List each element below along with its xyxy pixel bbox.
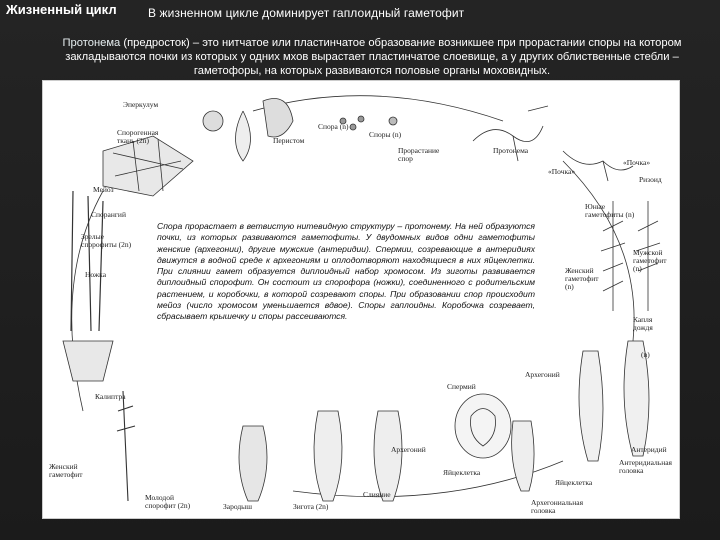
label-ploidy-n: (n) (641, 350, 650, 359)
calyptra-drawing (117, 391, 135, 501)
cycle-arrow-right (563, 161, 634, 341)
label-antheridial-head: Антеридиальная головка (619, 458, 672, 475)
label-female-gametophyte-2: Женский гаметофит (49, 462, 83, 479)
label-embryo: Зародыш (223, 502, 253, 511)
slide-subtitle: В жизненном цикле доминирует гаплоидный гаметофит (148, 6, 465, 20)
label-rain-drop: Капля дождя (633, 315, 653, 332)
label-bud: «Почка» (548, 167, 576, 176)
description-text: (предросток) – это нитчатое или пластинчатое образование возникшее при прорастании споры на котором закладываются почки из которых у одних мхов вырастает пластинчатое слоевище, а у других облиственные стебли – гаметофоры, на которых развиваются половые органы моховидных. (65, 37, 682, 77)
label-sperm: Спермий (447, 382, 476, 391)
label-germinating: Прорастание спор (398, 146, 440, 163)
young-sporophyte-drawing (239, 426, 267, 501)
label-zygote: Зигота (2n) (293, 502, 329, 511)
label-female-gametophyte: Женский гаметофит (n) (565, 266, 599, 291)
zygote-drawing (374, 411, 402, 501)
slide-title: Жизненный цикл (6, 2, 117, 17)
sperm-drawing (455, 394, 511, 458)
embryo-drawing (314, 411, 342, 501)
label-archegonial-head: Архегониальная головка (531, 498, 584, 515)
label-archegonium-2: Архегоний (525, 370, 560, 379)
operculum-drawing (203, 111, 223, 131)
figure-caption: Спора прорастает в ветвистую нитевидную структуру – протонему. На ней образуются почки, из которых развиваются гаметофиты. У двудомных видов одни гаметофиты женские (архегонии), другие мужские (антеридии). Спермии, созревающие в антеридиях движутся в водной среде к архегониям и оплодотворяют находящиеся в них яйцеклетки. При слиянии гамет образуется диплоидный набор хромосом. Из зиготы развивается диплоидный спорофит. Он состоит из спорофора (ножки), соединенного с родительским растением, и коробочки, в которой созревают споры. При образовании спор происходит мейоз (число хромосом уменьшается вдвое). Споры гаплоидны. Коробочка созревает, сбрасывает крышечку и споры рассеиваются. (157, 221, 535, 322)
label-young-sporophyte: Молодой спорофит (2n) (145, 493, 191, 510)
label-meiosis: Мейоз (93, 185, 114, 194)
label-fertilization: Слияние (363, 490, 391, 499)
description (30, 36, 714, 78)
label-calyptra: Калиптра (95, 392, 126, 401)
label-archegonium: Архегоний (391, 445, 426, 454)
label-male-gametophyte: Мужской гаметофит (n) (633, 248, 667, 273)
description-term: Протонема (62, 37, 121, 49)
capsule-drawing (103, 136, 193, 196)
label-stalk: Ножка (85, 270, 107, 279)
label-sporogenous: Спорогенная ткань (2n) (117, 128, 159, 145)
label-antheridium: Антеридий (631, 445, 667, 454)
label-egg: Яйцеклетка (443, 468, 481, 477)
label-sporangium: Спорангий (91, 210, 126, 219)
label-spore: Спора (n) (318, 122, 349, 131)
label-protonema: Протонема (493, 146, 529, 155)
life-cycle-figure (42, 80, 680, 519)
label-bud-2: «Почка» (623, 158, 651, 167)
label-young-gametophytes: Юные гаметофиты (n) (585, 202, 635, 219)
label-mature-sporophyte: Зрелые спорофиты (2n) (81, 232, 132, 249)
label-spores: Споры (n) (369, 130, 402, 139)
label-operculum: Эперкулум (123, 100, 159, 109)
label-egg-2: Яйцеклетка (555, 478, 593, 487)
label-rhizoids: Ризоид (639, 175, 662, 184)
label-peristome: Перистом (273, 136, 305, 145)
